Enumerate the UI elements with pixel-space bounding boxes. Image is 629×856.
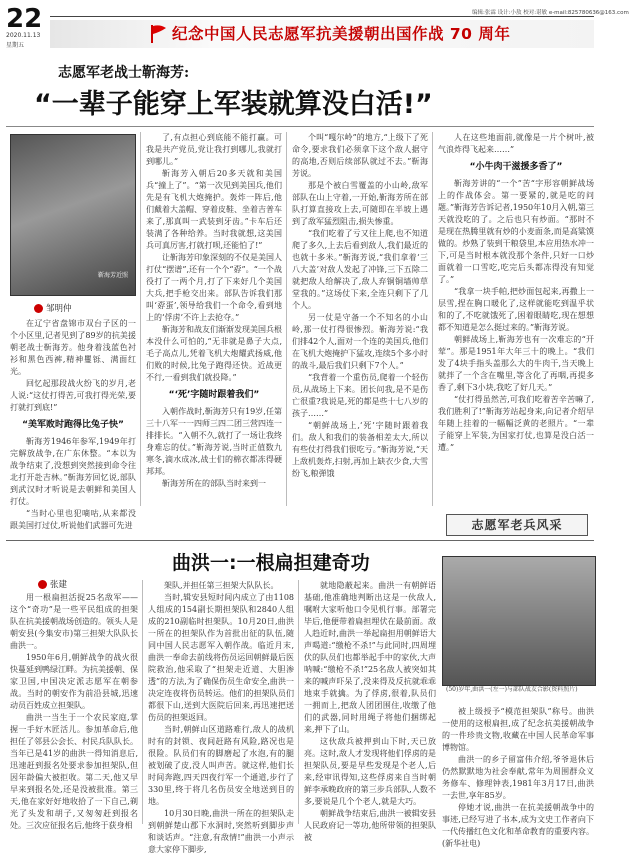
paragraph: 曲洪一当生于一个农民家庭,掌握一手好木匠活儿。参加革命后,他担任了邻县公会长、村民兵队队长。当年已是41岁的曲洪一得知消息后,迅速赶到报名处要求参加担架队,但因年龄偏大被拒收。第二天,他又早早来到报名处,还是没被批准。第三天,他在家好好地收拾了一下自己,剃光了头发和胡子,又匆匆赶到报名处。三次应征报名后,他终于获身相 xyxy=(10,713,138,830)
article1-photo-caption: 靳海芳近照 xyxy=(98,272,129,279)
article1-column-2 xyxy=(146,132,282,506)
article1-headline-rule xyxy=(6,126,594,127)
article2-column-4 xyxy=(442,706,594,848)
page-number: 22 xyxy=(6,4,43,34)
paragraph: 曲洪一的乡子留富伟介绍,爷爷退休后仍然默默地为社会奉献,常年为周围群众义务修车、修理钟表,1981年3月17日,曲洪一去世,享年85岁。 xyxy=(442,755,594,800)
paragraph: 用一根扁担活捉25名敌军——这个“奇功”是一些平民组成的担架队在抗美援朝战场创造的。领头人是朝安县(今集安市)第三担架大队队长曲洪一。 xyxy=(10,593,138,650)
article2-author: 张建 xyxy=(50,580,68,590)
paragraph: 人在这些地面前,就像是一片个树叶,被气浪炸得飞起来……” xyxy=(438,133,594,154)
paragraph: 让靳海芳印象深刻的不仅是美国人打仗“摆谱”,还有一个个“孬”。“一个战役打了一两个月,打了下来好几个美国大兵,把手枪交出来。部队告诉我们那叫‘孬蛋’,领导给我们一个命令,看到地上的‘俘虏’不许上去抢夺。” xyxy=(146,253,282,322)
paragraph: 10月30日晚,曲洪一所在的担架队走到朝鲜楚山郡下水洞时,突然听到脚步声和谈话声。“注意,有敌情!”曲洪一小声示意大家停下脚步, xyxy=(148,809,294,854)
paragraph: 那是个被白雪覆盖的小山岭,敌军部队在山上守着,一开始,靳海芳所在部队打算直接攻上去,可随即在半坡上遇到了敌军猛烈阻击,损失惨重。 xyxy=(292,181,428,226)
paragraph: 靳海芳1946年参军,1949年打完解放战争,在广东休整。“本以为战争结束了,没想到突然接到命令往北打开赴吉林。”靳海芳回忆说,部队到武汉时才听说是去朝鲜和美国人打仗。 xyxy=(10,437,136,506)
paragraph: 这伙敌兵被押到山下时,天已放亮。这时,敌人才发现将他们俘虏的是担架队员,要是早些发现是个老人,后来,经审讯得知,这些俘虏来自当时朝鲜李承晚政府的第三步兵部队,人数不多,要说是几个个老人,就是大巧。 xyxy=(304,737,436,806)
article1-column-4 xyxy=(438,132,594,514)
editor-line: 编辑:张霖 设计:小敖 校对:谌敏 xyxy=(472,10,548,16)
article1-kicker: 志愿军老战士靳海芳: xyxy=(58,65,190,81)
issue-date: 2020.11.13 xyxy=(6,32,41,39)
column-divider xyxy=(298,580,299,824)
editor-credits xyxy=(472,8,629,16)
paragraph: 了,有点担心到底能不能打赢。可我是共产党员,党让我打到哪儿,我就打到哪儿。” xyxy=(146,133,282,166)
paragraph: 靳海芳讲的“一个”苦“字形容朝鲜战场上的作战体会。第一要紧的,就是吃的问题。”靳海芳告诉记者,1950年10月入朝,第三天就没吃的了。之后也只有炒面。“那时不是现在热腾里就有炒的小麦面条,而是高粱馍做的。炒熟了装到干粮袋里,本应用热水冲一下,可是当时根本就没那个条件,只好一口炒面就着一口雪吃,吃完后头都冻得没有知觉了。” xyxy=(438,179,594,284)
article1-subhead-3: “小牛肉干滋援多香了” xyxy=(469,162,563,172)
paragraph: 当时,朝鲜山区道路难行,敌人的战机时有的封锁、夜间赶路有风险,路况也是很险。队员们有的脚磨起了水泡,有的腿被划破了皮,没人叫声苦。就这样,他们长时间奔跑,四天四夜行军一个通道,步行了330里,终于将几名伤员安全地送到目的地。 xyxy=(148,725,294,806)
byline-pen-icon xyxy=(34,304,43,313)
paragraph: 朝鲜战争结束后,曲洪一被辑安县人民政府记一等功,他所带领的担架队被 xyxy=(304,809,436,842)
column-tag-label: 志愿军老兵风采 xyxy=(471,518,563,532)
paragraph: 靳海芳入朝后20多天就和美国兵“撞上了”。“第一次见到美国兵,他们先是有飞机大炮掩护。轰炸一阵后,他们戴着大盖帽、穿着皮鞋、坐着吉普车来了,那真叫一武装到牙齿。”卡车后还装满了各种给养。当时我就想,这美国兵可真厉害,打就打呗,还能怕了!” xyxy=(146,169,282,250)
column-divider xyxy=(286,132,287,506)
paragraph: “我拿一块手帕,把炒面包起来,再撒上一层雪,捏在胸口暖化了,这样就能吃到温乎状和的了,不吃就饿死了,困着眼睛吃,现在想想都不知道是怎么挺过来的。”靳海芳说。 xyxy=(438,287,594,332)
paragraph: 回忆起那段战火纷飞的岁月,老人说:“这仗打得苦,可我打得光荣,要打就打到底!” xyxy=(10,379,136,412)
paragraph: 朝鲜战场上,靳海芳也有一次难忘的“开荤”。那是1951年大年三十的晚上。“我们发了4块手指头盖那么大的牛肉干,当天晚上就拌了一个含在嘴里,等含化了再咽,再提多香了,剩下3小块,我吃了好几天。” xyxy=(438,335,594,392)
paragraph: 停她才说,曲洪一在抗美援朝战争中的事迹,已经写进了书本,成为文史工作者向下一代传播红色文化和革命教育的重要内容。(新华社电) xyxy=(442,803,594,848)
banner-flag-icon xyxy=(150,24,168,44)
column-divider xyxy=(432,132,433,506)
article2-photo-caption: (50)岁年,曲洪一(左一)与部队战友合影(资料照片) xyxy=(446,686,578,693)
column-divider xyxy=(140,132,141,506)
header-rule xyxy=(50,16,594,17)
byline-pen-icon xyxy=(38,580,47,589)
article1-byline xyxy=(34,302,72,314)
article2-byline xyxy=(38,578,67,590)
article2-group-photo xyxy=(442,556,596,686)
article-separator xyxy=(6,540,594,541)
paragraph: 靳海芳和战友们渐渐发现美国兵根本没什么可怕的,“无非就是鼻子大点,毛子高点儿,凭着飞机大炮耀武扬威,他们败的时候,比兔子跑得还快。近战更不行,一看到我们就投降。” xyxy=(146,325,282,382)
paragraph: 个叫“嘎尔岭”的地方,“上级下了死命令,要求我们必须拿下这个敌人据守的高地,否则后续部队就过不去。”靳海芳说。 xyxy=(292,133,428,178)
article1-headline: “一辈子能穿上军装就算没白活!” xyxy=(34,89,433,120)
article2-column-2 xyxy=(148,580,294,854)
article1-column-3 xyxy=(292,132,428,506)
paragraph: “仗打得虽然苦,可我们吃着苦辛苦嘛了,我们胜利了!”靳海芳站起身来,向记者介绍早年随上挂着的一幅幅泛黄的老照片。“一辈子能穿上军装,为国家打仗,也算是没白活一遭。” xyxy=(438,395,594,452)
paragraph: 架队,并担任第三担架大队队长。 xyxy=(164,581,279,590)
editor-email: e-mail:825780636@163.com xyxy=(548,10,629,16)
article2-column-3 xyxy=(304,580,436,842)
article1-subhead-2: “‘死’字随时跟着我们” xyxy=(168,390,260,400)
article1-column-1 xyxy=(10,318,136,530)
article1-author: 邹明仲 xyxy=(46,304,72,314)
paragraph: “我背着一个重伤员,爬着一个轻伤员,从战场上下来。团长问我,是不是伤亡很重?我说是,死的都是些十七八岁的孩子……” xyxy=(292,373,428,418)
column-tag xyxy=(446,514,588,536)
issue-weekday: 星期五 xyxy=(6,42,25,49)
paragraph: 在辽宁省盘锦市双台子区的一个小区里,记者见到了89岁的抗美援朝老战士靳海芳。他身着浅蓝色衬衫和黑色西裤,精神矍铄、满面红光。 xyxy=(10,319,136,376)
paragraph: 入朝作战时,靳海芳只有19岁,任第三十八军一一四师三四二团三营四连一排排长。“入朝不久,就打了一场让我终身难忘的仗。”靳海芳说,当时正值数九寒冬,滴水成冰,战士们的棉衣都冻得硬邦邦。 xyxy=(146,407,282,476)
paragraph: “我们吃着了亏又往上爬,也不知道爬了多久,上去后看到敌人,我们最近的也就十多米。”靳海芳说,“我们拿着‘三八大盖’对敌人发起了冲锋,三下五除二就把敌人给解决了,敌人弃铜铜墙帅草堂我的。”这场仗下来,全连只剩下了几个人。 xyxy=(292,229,428,310)
banner-title: 纪念中国人民志愿军抗美援朝出国作战 70 周年 xyxy=(172,25,511,43)
paragraph: 1950年6月,朝鲜战争的战火很快蔓延到鸭绿江畔。为抗美援朝、保家卫国,中国决定派志愿军在朝参战。当时的朝安作为前沿县城,迅速动员百姓成立担架队。 xyxy=(10,653,138,710)
paragraph: “朝鲜战场上,‘死’字随时跟着我们。敌人和我们的装备相差太大,所以有些仗打得我们很吃亏。”靳海芳说,“天上敌机轰炸,扫射,再加上缺衣少食,大雪纷飞,粮弹饿 xyxy=(292,421,428,478)
paragraph: 就地隐蔽起来。曲洪一有朝鲜语基础,他准确地判断出这是一伙敌人,嘱咐大家听他口令见机行事。部署完毕后,他便带着扁担埋伏在最前面。敌人趋近时,曲洪一举起扁担用朝鲜语大声喝道:“缴枪不杀!”与此同时,四周埋伏的队员们也都举起手中的家伙,大声呐喊:“缴枪不杀!”25名敌人被突如其来的喊声吓呆了,没来得及反抗就乖乖地束手就擒。为了俘虏,很着,队员们一拥而上,把敌人团团围住,收缴了他们的武器,同时用绳子将他们捆绑起来,押下了山。 xyxy=(304,581,436,734)
paragraph: 被上级授予“模范担架队”称号。曲洪一使用的这根扁担,成了纪念抗美援朝战争的一件珍贵文物,收藏在中国人民革命军事博物馆。 xyxy=(442,707,594,752)
column-divider xyxy=(142,580,143,824)
paragraph: 当时,辑安县短时间内成立了由1108人组成的154副长期担架队和2840人组成的210副临时担架队。10月20日,曲洪一所在的担架队作为首批出征的队伍,随同中国人民志愿军入朝作战。临近月末,曲洪一奉命去前线将伤员运回朝鲜最后医院救治,他采取了“担架走近道、大胆渗透”的方法,为了确保伤员生命安全,曲洪一决定连夜将伤员转运。他们的担架队员们都很下山,送到大医院后回来,再迅速把送伤员的担架返回。 xyxy=(148,593,294,722)
article2-headline: 曲洪一:一根扁担建奇功 xyxy=(172,552,370,574)
article1-subhead-1: “美军败时跑得比兔子快” xyxy=(22,420,124,430)
paragraph: 靳海芳所在的部队当时来到一 xyxy=(162,479,266,488)
paragraph: “当时心里也犯嘀咕,从来都没跟美国打过仗,听说他们武器可先进 xyxy=(10,509,136,530)
article2-column-1 xyxy=(10,592,138,830)
paragraph: 另一仗是守备一个不知名的小山岭,那一仗打得很惨烈。靳海芳说:“我们排42个人,面对一个连的美国兵,他们在飞机大炮掩护下猛攻,连续5个多小时的战斗,最后我们只剩下7个人。” xyxy=(292,313,428,370)
